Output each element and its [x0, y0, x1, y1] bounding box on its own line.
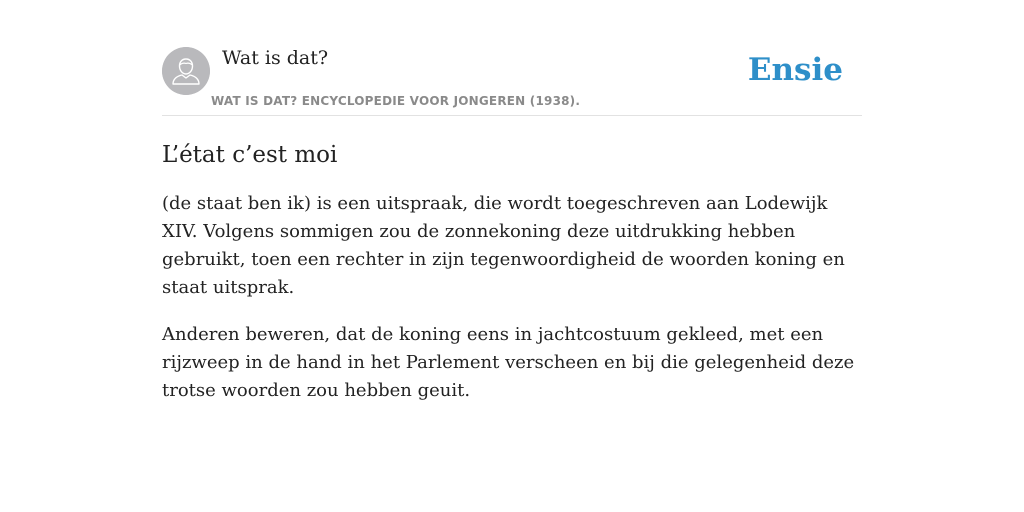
article-paragraph-1: (de staat ben ik) is een uitspraak, die wordt toegeschreven aan Lodewijk XIV. Volgens sommigen zou de zonnekoning deze uitdrukking hebben gebruikt, toen een rechter in zijn tegenwoordigheid de woorden koning en staat uitsprak. — [162, 193, 845, 298]
ensie-logo-link[interactable]: Ensie — [747, 52, 843, 88]
source-header — [162, 0, 862, 116]
source-subtitle: WAT IS DAT? ENCYCLOPEDIE VOOR JONGEREN (1938). — [211, 94, 581, 108]
source-title[interactable]: Wat is dat? — [222, 47, 329, 69]
article-title: L’état c’est moi — [162, 142, 338, 168]
person-outline-icon — [162, 47, 210, 95]
page-container — [162, 0, 862, 405]
article-paragraph-2: Anderen beweren, dat de koning eens in jachtcostuum gekleed, met een rijzweep in de hand in het Parlement verscheen en bij die gelegenheid deze trotse woorden zou hebben geuit. — [162, 324, 855, 401]
user-avatar-icon[interactable] — [162, 47, 210, 95]
